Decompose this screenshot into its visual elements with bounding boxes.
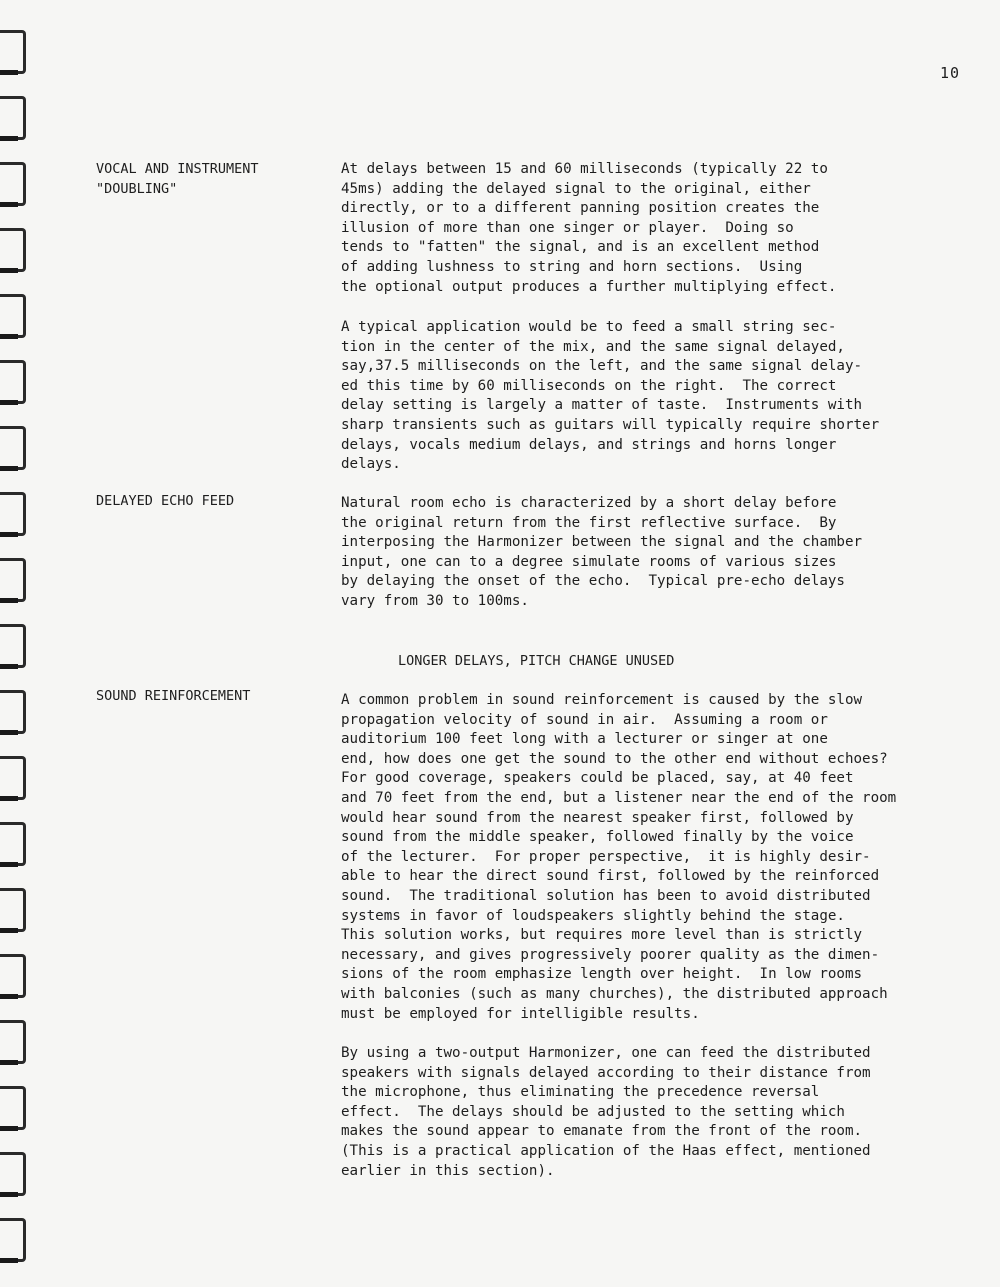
binding-ring (0, 426, 26, 470)
binding-ring (0, 822, 26, 866)
binding-ring (0, 756, 26, 800)
binding-ring (0, 96, 26, 140)
binding-ring (0, 558, 26, 602)
binding-ring (0, 1086, 26, 1130)
binding-ring (0, 162, 26, 206)
binding-ring (0, 1020, 26, 1064)
section-heading-longer-delays: LONGER DELAYS, PITCH CHANGE UNUSED (398, 653, 675, 669)
paragraph-delayed-echo: Natural room echo is characterized by a short delay before the original return from the first reflective surface. By interposing the Harmonizer between the signal and the chamber input, one can to a degree simulate rooms of various sizes by delaying the onset of the echo. Typical pre-echo delays vary from 30 to 100ms. (341, 495, 863, 609)
binding-ring (0, 1218, 26, 1262)
binding-ring (0, 492, 26, 536)
section-label-vocal-doubling: VOCAL AND INSTRUMENT "DOUBLING" (96, 161, 259, 197)
binding-ring (0, 360, 26, 404)
binding-ring (0, 30, 26, 74)
section-label-delayed-echo: DELAYED ECHO FEED (96, 493, 235, 509)
paragraph-reinforcement-problem: A common problem in sound reinforcement is caused by the slow propagation velocity of sound in air. Assuming a room or auditorium 100 feet long with a lecturer or singer at one end, how does one get the sound to the other end without echoes? For good coverage, speakers could be placed, say, at 40 feet and 70 feet from the end, but a listener near the end of the room would hear sound from the nearest speaker first, followed by sound from the middle speaker, followed finally by the voice of the lecturer. For proper perspective, it is highly desir- able to hear the direct sound first, followed by the reinforced sound. The traditional solution has been to avoid distributed systems in favor of loudspeakers slightly behind the stage. This solution works, but requires more level than is strictly necessary, and gives progressively poorer quality as the dimen- sions of the room emphasize length over height. In low rooms with balconies (such as many churches), the distributed approach must be employed for intelligible results. (341, 692, 897, 1022)
binding-ring (0, 888, 26, 932)
binding-ring (0, 954, 26, 998)
binding-ring (0, 690, 26, 734)
binding-ring (0, 294, 26, 338)
binding-ring (0, 228, 26, 272)
paragraph-doubling-application: A typical application would be to feed a small string sec- tion in the center of the mix, and the same signal delayed, say,37.5 milliseconds on the left, and the same signal delay- ed this time by 60 milliseconds on the right. The correct delay setting is largely a matter of taste. Instruments with sharp transients such as guitars will typically require shorter delays, vocals medium delays, and strings and horns longer delays. (341, 319, 880, 473)
spiral-binding (0, 0, 40, 1287)
page-number: 10 (940, 64, 961, 82)
section-label-sound-reinforcement: SOUND REINFORCEMENT (96, 688, 251, 704)
binding-ring (0, 1152, 26, 1196)
binding-ring (0, 624, 26, 668)
paragraph-doubling-intro: At delays between 15 and 60 milliseconds (typically 22 to 45ms) adding the delayed signal to the original, either directly, or to a different panning position creates the illusion of more than one singer or player. Doing so tends to "fatten" the signal, and is an excellent method of adding lushness to string and horn sections. Using the optional output produces a further multiplying effect. (341, 161, 837, 295)
paragraph-reinforcement-solution: By using a two-output Harmonizer, one can feed the distributed speakers with signals delayed according to their distance from the microphone, thus eliminating the precedence reversal effect. The delays should be adjusted to the setting which makes the sound appear to emanate from the front of the room. (This is a practical application of the Haas effect, mentioned earlier in this section). (341, 1045, 871, 1179)
